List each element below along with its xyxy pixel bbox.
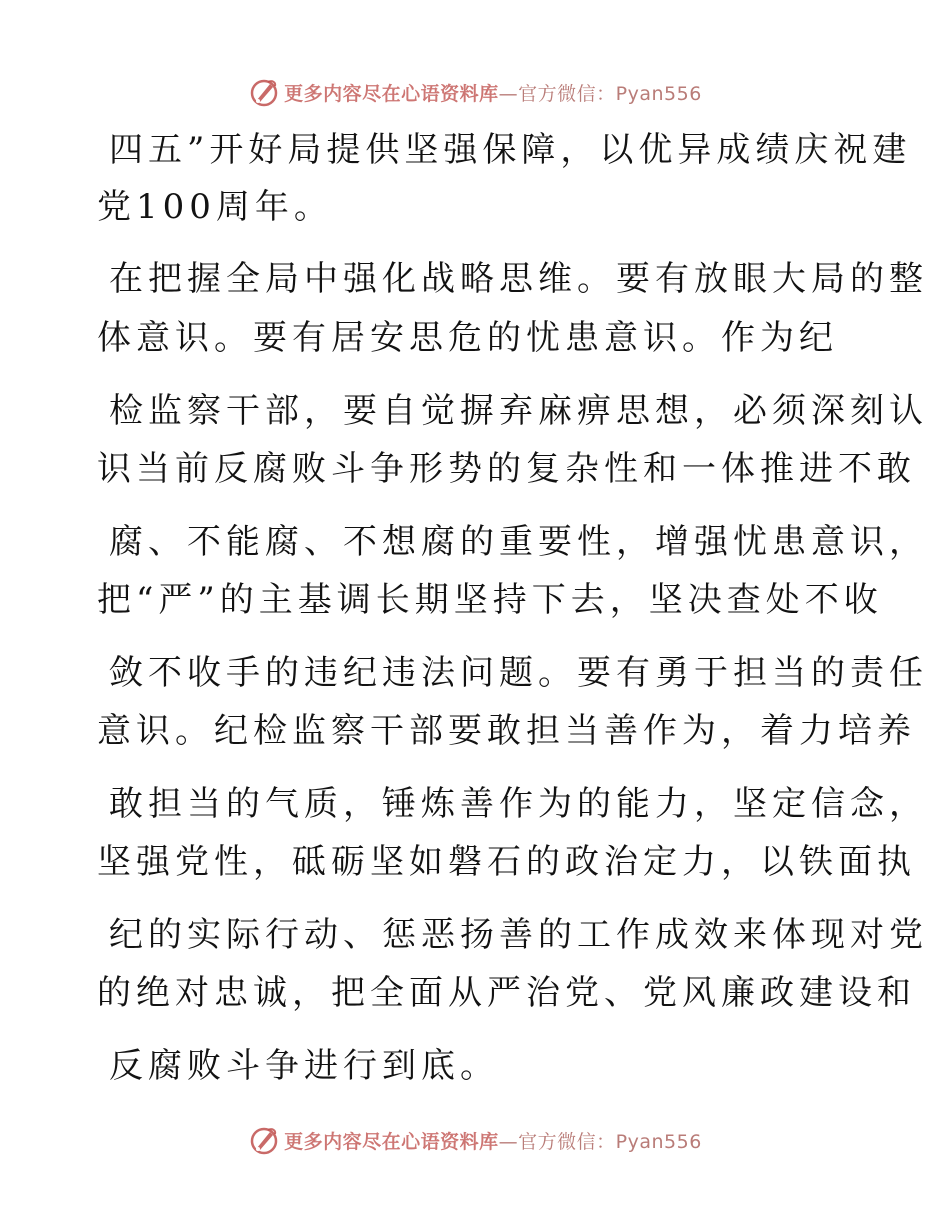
body-line: 意识。纪检监察干部要敢担当善作为，着力培养 — [97, 711, 916, 751]
body-line: 坚强党性，砥砺坚如磐石的政治定力，以铁面执 — [97, 842, 916, 882]
body-line: 体意识。要有居安思危的忧患意识。作为纪 — [97, 318, 838, 358]
watermark-lead: 更多内容尽在心语资料库 — [284, 1130, 499, 1153]
body-line: 腐、不能腐、不想腐的重要性，增强忧患意识， — [109, 522, 928, 562]
watermark-lead: 更多内容尽在心语资料库 — [284, 82, 499, 105]
body-line: 纪的实际行动、惩恶扬善的工作成效来体现对党 — [109, 915, 928, 955]
body-line: 党100周年。 — [97, 187, 333, 227]
watermark-text — [284, 1127, 702, 1154]
body-line: 把“严”的主基调长期坚持下去，坚决查处不收 — [97, 580, 883, 620]
header-watermark — [0, 72, 950, 112]
watermark-contact: —官方微信：Pyan556 — [498, 1130, 702, 1153]
body-line: 敛不收手的违纪违法问题。要有勇于担当的责任 — [109, 653, 928, 693]
body-line: 识当前反腐败斗争形势的复杂性和一体推进不敢 — [97, 449, 916, 489]
body-line: 在把握全局中强化战略思维。要有放眼大局的整 — [109, 259, 928, 299]
watermark-contact: —官方微信：Pyan556 — [498, 82, 702, 105]
quill-pen-logo-icon — [248, 76, 280, 108]
watermark-text — [284, 79, 702, 106]
quill-pen-logo-icon — [248, 1124, 280, 1156]
body-line: 检监察干部，要自觉摒弃麻痹思想，必须深刻认 — [109, 391, 928, 431]
footer-watermark — [0, 1120, 950, 1160]
body-line: 反腐败斗争进行到底。 — [109, 1046, 499, 1086]
body-line: 四五”开好局提供坚强保障，以优异成绩庆祝建 — [109, 130, 912, 170]
body-line: 敢担当的气质，锤炼善作为的能力，坚定信念， — [109, 784, 928, 824]
body-line: 的绝对忠诚，把全面从严治党、党风廉政建设和 — [97, 973, 916, 1013]
